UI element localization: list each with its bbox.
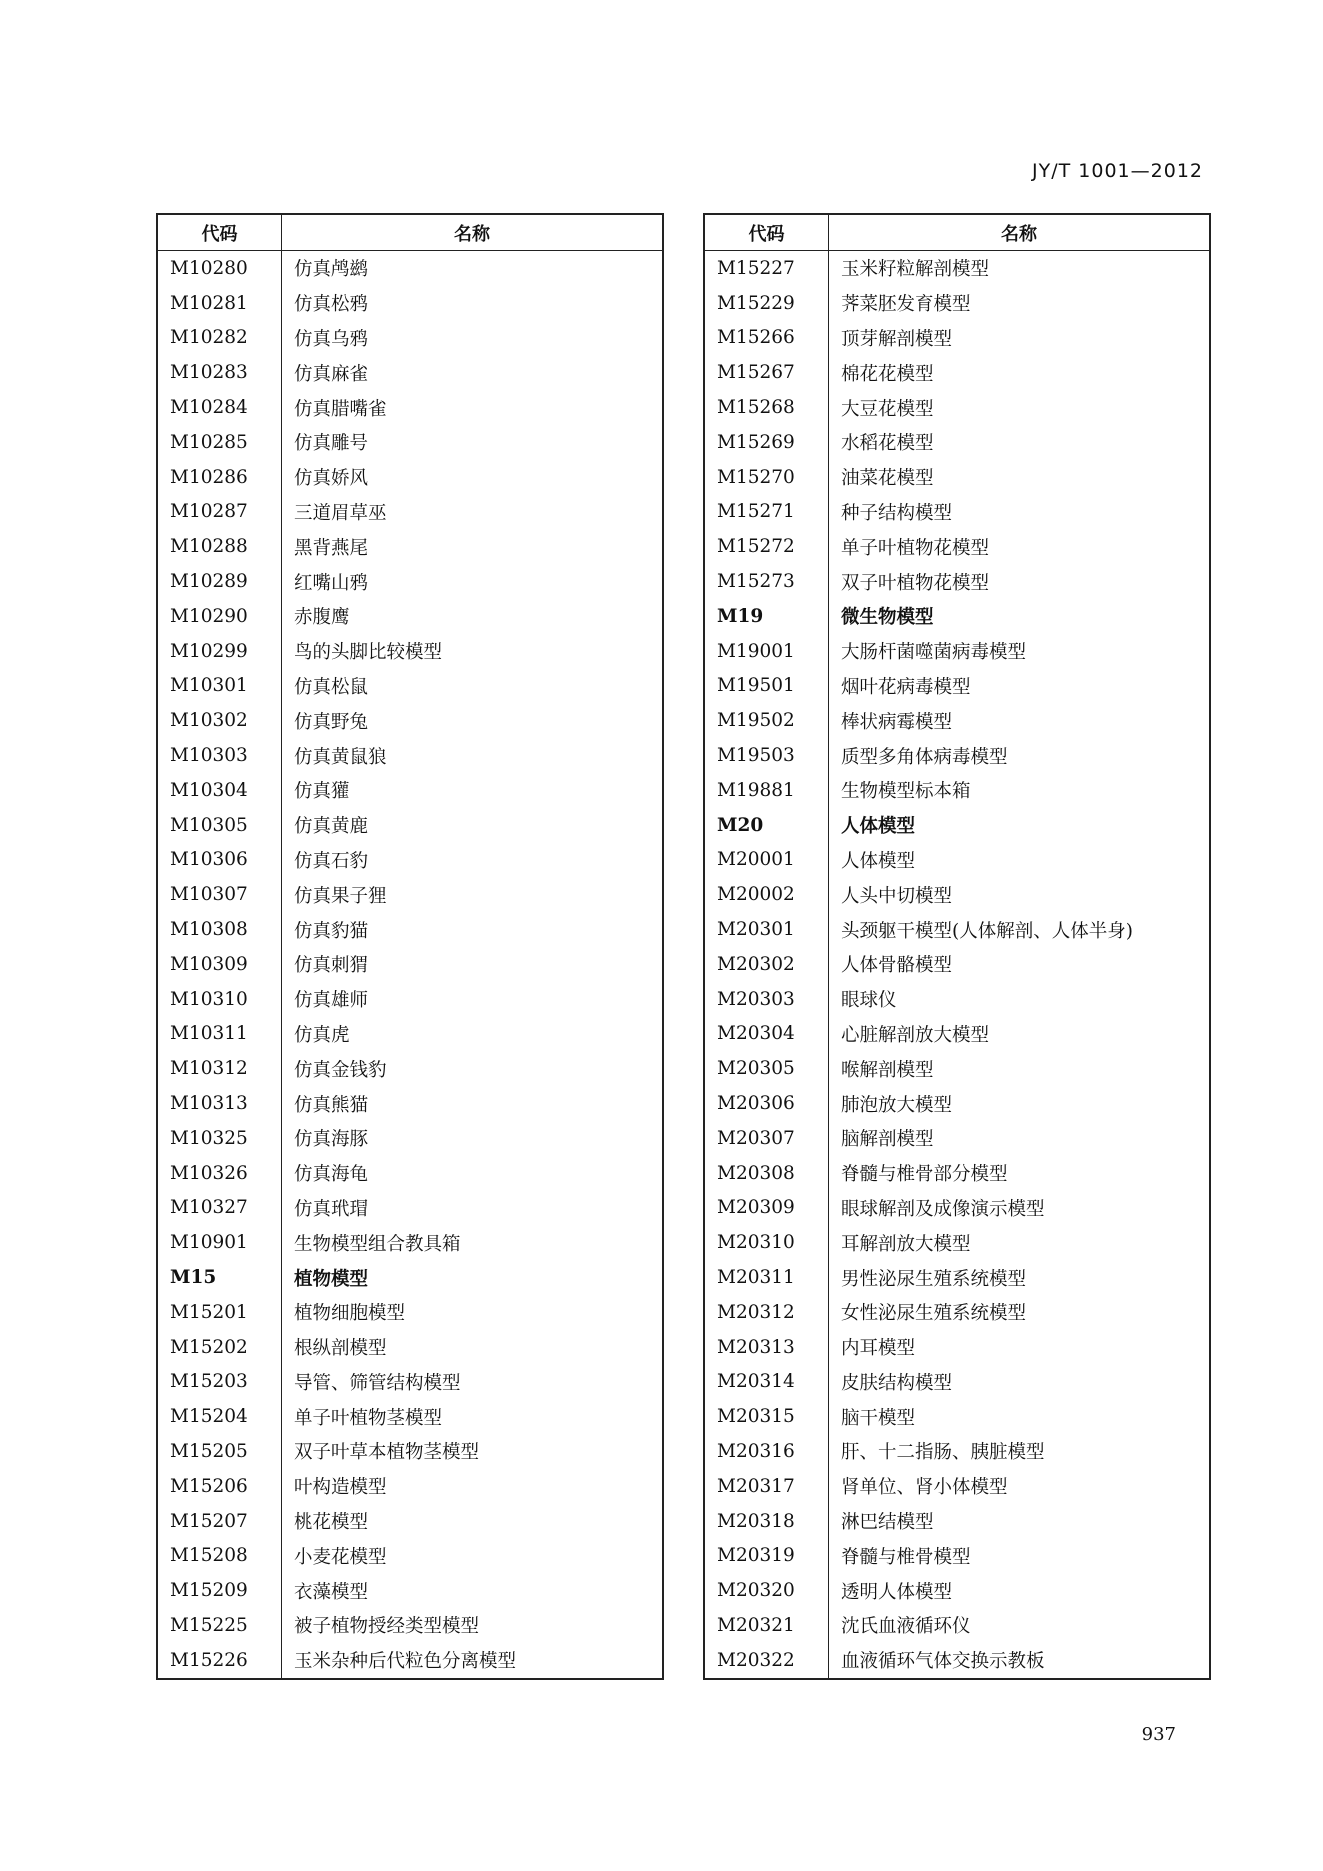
table-row [157,1608,663,1643]
code-cell: M10286 [157,460,282,495]
code-cell: M10326 [157,1156,282,1191]
code-cell: M10303 [157,738,282,773]
code-cell: M15227 [704,251,829,286]
name-cell: 仿真豹猫 [294,920,369,942]
name-cell: 仿真松鸦 [294,294,369,316]
table-row [704,1051,1210,1086]
name-cell: 仿真娇风 [294,468,369,490]
table-row [157,564,663,599]
code-cell: M10290 [157,599,282,634]
name-cell: 棉花花模型 [841,363,934,385]
table-row [157,843,663,878]
code-cell: M15270 [704,460,829,495]
code-cell: M20307 [704,1121,829,1156]
name-cell: 仿真鸬鹚 [294,259,369,281]
name-cell: 仿真野兔 [294,711,369,733]
table-row [704,1504,1210,1539]
column-header-name: 名称 [282,214,664,251]
table-row [704,1538,1210,1573]
name-cell: 仿真海豚 [294,1129,369,1151]
name-cell: 赤腹鹰 [294,607,350,629]
name-cell: 大豆花模型 [841,398,934,420]
code-cell: M10901 [157,1225,282,1260]
table-row [704,947,1210,982]
name-cell: 仿真石豹 [294,850,369,872]
code-cell: M10288 [157,529,282,564]
code-cell: M20313 [704,1330,829,1365]
table-row [704,669,1210,704]
table-row [157,1051,663,1086]
name-cell: 血液循环气体交换示教板 [841,1651,1045,1673]
table-row [157,1573,663,1608]
table-row [157,877,663,912]
code-cell: M10311 [157,1017,282,1052]
code-cell: M15201 [157,1295,282,1330]
table-row [157,1365,663,1400]
name-cell: 植物细胞模型 [294,1303,406,1325]
code-cell: M20321 [704,1608,829,1643]
code-cell: M20301 [704,912,829,947]
table-row [704,1573,1210,1608]
table-row [157,599,663,634]
name-cell: 喉解剖模型 [841,1059,934,1081]
table-row [704,877,1210,912]
table-row [157,355,663,390]
name-cell: 内耳模型 [841,1338,916,1360]
table-row [704,286,1210,321]
code-cell: M20303 [704,982,829,1017]
table-row [704,460,1210,495]
table-row [704,738,1210,773]
name-cell: 烟叶花病毒模型 [841,676,971,698]
table-row [704,1399,1210,1434]
code-cell: M15267 [704,355,829,390]
table-row [157,808,663,843]
table-row [157,1121,663,1156]
code-cell: M10313 [157,1086,282,1121]
table-row [157,1156,663,1191]
table-header-row [704,214,1210,251]
name-cell: 被子植物授经类型模型 [294,1616,480,1638]
name-cell: 鸟的头脚比较模型 [294,642,443,664]
code-cell: M10308 [157,912,282,947]
table-row [157,251,663,286]
table-row [704,773,1210,808]
name-cell: 眼球解剖及成像演示模型 [841,1198,1045,1220]
code-cell: M10304 [157,773,282,808]
table-row [704,495,1210,530]
table-row [157,390,663,425]
code-cell: M15271 [704,495,829,530]
name-cell: 红嘴山鸦 [294,572,369,594]
table-row [704,634,1210,669]
table-row [157,1191,663,1226]
table-row [704,1156,1210,1191]
code-cell: M10307 [157,877,282,912]
category-row [157,1260,663,1295]
code-cell: M20320 [704,1573,829,1608]
name-cell: 质型多角体病毒模型 [841,746,1008,768]
name-cell: 仿真黄鼠狼 [294,746,387,768]
name-cell: 种子结构模型 [841,502,953,524]
code-cell: M10283 [157,355,282,390]
name-cell: 淋巴结模型 [841,1512,934,1534]
name-cell: 玉米杂种后代粒色分离模型 [294,1651,517,1673]
table-row [704,912,1210,947]
code-cell: M10325 [157,1121,282,1156]
table-row [157,286,663,321]
code-cell: M19881 [704,773,829,808]
table-row [157,1086,663,1121]
table-row [704,1017,1210,1052]
code-cell: M15207 [157,1504,282,1539]
name-cell: 生物模型组合教具箱 [294,1233,461,1255]
table-row [704,355,1210,390]
name-cell: 玉米籽粒解剖模型 [841,259,990,281]
table-row [704,1086,1210,1121]
table-row [157,634,663,669]
name-cell: 仿真腊嘴雀 [294,398,387,420]
name-cell: 仿真乌鸦 [294,328,369,350]
code-cell: M20322 [704,1643,829,1679]
name-cell: 肾单位、肾小体模型 [841,1477,1008,1499]
table-row [157,703,663,738]
code-cell: M20309 [704,1191,829,1226]
name-cell: 肝、十二指肠、胰脏模型 [841,1442,1045,1464]
code-cell: M15229 [704,286,829,321]
page-number: 937 [1141,1724,1176,1745]
code-cell: M15272 [704,529,829,564]
right-table-body [704,251,1210,1679]
name-cell: 女性泌尿生殖系统模型 [841,1303,1027,1325]
name-cell: 三道眉草巫 [294,502,387,524]
code-cell: M10310 [157,982,282,1017]
code-cell: M10312 [157,1051,282,1086]
name-cell: 透明人体模型 [841,1581,953,1603]
table-row [157,1399,663,1434]
code-cell: M19503 [704,738,829,773]
name-cell: 水稻花模型 [841,433,934,455]
name-cell: 微生物模型 [841,607,934,629]
table-row [157,529,663,564]
name-cell: 叶构造模型 [294,1477,387,1499]
code-cell: M10302 [157,703,282,738]
table-row [157,460,663,495]
name-cell: 仿真麻雀 [294,363,369,385]
name-cell: 仿真果子狸 [294,885,387,907]
code-cell: M10282 [157,321,282,356]
code-cell: M10309 [157,947,282,982]
code-cell: M20316 [704,1434,829,1469]
code-cell: M20311 [704,1260,829,1295]
table-row [704,1643,1210,1679]
category-row [704,808,1210,843]
name-cell: 油菜花模型 [841,468,934,490]
code-cell: M15206 [157,1469,282,1504]
table-row [704,529,1210,564]
table-row [157,1295,663,1330]
table-row [157,912,663,947]
table-row [157,1225,663,1260]
name-cell: 植物模型 [294,1268,369,1290]
code-cell: M15225 [157,1608,282,1643]
name-cell: 脊髓与椎骨模型 [841,1546,971,1568]
table-row [704,1365,1210,1400]
name-cell: 桃花模型 [294,1512,369,1534]
code-cell: M15203 [157,1365,282,1400]
code-cell: M20305 [704,1051,829,1086]
code-cell: M20002 [704,877,829,912]
table-row [704,1295,1210,1330]
table-row [704,1608,1210,1643]
name-cell: 仿真刺猬 [294,955,369,977]
name-cell: 仿真獾 [294,781,350,803]
column-header-code: 代码 [157,214,282,251]
code-cell: M20308 [704,1156,829,1191]
name-cell: 仿真雄师 [294,990,369,1012]
table-row [157,1538,663,1573]
table-row [157,1643,663,1679]
code-cell: M20312 [704,1295,829,1330]
code-cell: M20315 [704,1399,829,1434]
table-row [157,321,663,356]
name-cell: 衣藻模型 [294,1581,369,1603]
name-cell: 单子叶植物茎模型 [294,1407,443,1429]
code-cell: M20306 [704,1086,829,1121]
table-row [704,425,1210,460]
standard-code: JY/T 1001—2012 [1032,160,1203,182]
code-cell: M19001 [704,634,829,669]
code-cell: M15273 [704,564,829,599]
name-cell: 仿真金钱豹 [294,1059,387,1081]
table-row [157,773,663,808]
code-cell: M20304 [704,1017,829,1052]
table-row [704,1469,1210,1504]
name-cell: 头颈躯干模型(人体解剖、人体半身) [841,920,1133,942]
name-cell: 荠菜胚发育模型 [841,294,971,316]
name-cell: 心脏解剖放大模型 [841,1024,990,1046]
name-cell: 小麦花模型 [294,1546,387,1568]
table-row [704,843,1210,878]
name-cell: 黑背燕尾 [294,537,369,559]
code-cell: M15204 [157,1399,282,1434]
right-code-table [703,213,1211,1680]
code-cell: M10285 [157,425,282,460]
table-row [157,1504,663,1539]
table-row [157,982,663,1017]
name-cell: 单子叶植物花模型 [841,537,990,559]
code-cell: M10280 [157,251,282,286]
name-cell: 男性泌尿生殖系统模型 [841,1268,1027,1290]
name-cell: 肺泡放大模型 [841,1094,953,1116]
name-cell: 仿真黄鹿 [294,816,369,838]
name-cell: 双子叶植物花模型 [841,572,990,594]
code-cell: M10327 [157,1191,282,1226]
code-cell: M20319 [704,1538,829,1573]
table-row [704,1330,1210,1365]
column-header-code: 代码 [704,214,829,251]
name-cell: 人头中切模型 [841,885,953,907]
table-row [157,1330,663,1365]
table-row [157,947,663,982]
code-cell: M15269 [704,425,829,460]
code-cell: M15 [157,1260,282,1295]
name-cell: 仿真松鼠 [294,676,369,698]
table-row [704,1191,1210,1226]
name-cell: 皮肤结构模型 [841,1372,953,1394]
name-cell: 仿真虎 [294,1024,350,1046]
table-header-row [157,214,663,251]
name-cell: 人体模型 [841,850,916,872]
code-cell: M19502 [704,703,829,738]
code-cell: M10299 [157,634,282,669]
code-cell: M15226 [157,1643,282,1679]
name-cell: 耳解剖放大模型 [841,1233,971,1255]
left-table-body [157,251,663,1679]
code-cell: M15208 [157,1538,282,1573]
table-row [704,390,1210,425]
table-row [704,251,1210,286]
table-row [157,425,663,460]
name-cell: 双子叶草本植物茎模型 [294,1442,480,1464]
name-cell: 导管、筛管结构模型 [294,1372,461,1394]
code-cell: M10305 [157,808,282,843]
name-cell: 脊髓与椎骨部分模型 [841,1164,1008,1186]
code-cell: M20314 [704,1365,829,1400]
category-row [704,599,1210,634]
table-row [157,1017,663,1052]
left-code-table [156,213,664,1680]
code-cell: M15266 [704,321,829,356]
column-header-name: 名称 [829,214,1211,251]
code-cell: M15209 [157,1573,282,1608]
table-row [157,1434,663,1469]
name-cell: 仿真海龟 [294,1164,369,1186]
code-cell: M10287 [157,495,282,530]
name-cell: 仿真雕号 [294,433,369,455]
code-cell: M20001 [704,843,829,878]
name-cell: 人体骨骼模型 [841,955,953,977]
table-row [704,982,1210,1017]
table-row [157,1469,663,1504]
table-row [704,1121,1210,1156]
table-row [704,1260,1210,1295]
name-cell: 棒状病霉模型 [841,711,953,733]
table-row [704,321,1210,356]
code-cell: M20310 [704,1225,829,1260]
table-row [704,564,1210,599]
name-cell: 人体模型 [841,816,916,838]
name-cell: 眼球仪 [841,990,897,1012]
table-row [157,738,663,773]
code-cell: M20302 [704,947,829,982]
code-cell: M15202 [157,1330,282,1365]
table-row [157,669,663,704]
code-cell: M20 [704,808,829,843]
code-cell: M20318 [704,1504,829,1539]
table-row [704,703,1210,738]
code-cell: M15268 [704,390,829,425]
name-cell: 大肠杆菌噬菌病毒模型 [841,642,1027,664]
name-cell: 生物模型标本箱 [841,781,971,803]
code-cell: M15205 [157,1434,282,1469]
name-cell: 顶芽解剖模型 [841,328,953,350]
name-cell: 沈氏血液循环仪 [841,1616,971,1638]
name-cell: 脑干模型 [841,1407,916,1429]
name-cell: 仿真玳瑁 [294,1198,369,1220]
table-row [157,495,663,530]
table-row [704,1434,1210,1469]
name-cell: 脑解剖模型 [841,1129,934,1151]
name-cell: 仿真熊猫 [294,1094,369,1116]
code-cell: M20317 [704,1469,829,1504]
code-cell: M10289 [157,564,282,599]
code-cell: M10281 [157,286,282,321]
code-cell: M19 [704,599,829,634]
code-cell: M10301 [157,669,282,704]
table-row [704,1225,1210,1260]
code-cell: M10284 [157,390,282,425]
code-cell: M10306 [157,843,282,878]
code-cell: M19501 [704,669,829,704]
name-cell: 根纵剖模型 [294,1338,387,1360]
